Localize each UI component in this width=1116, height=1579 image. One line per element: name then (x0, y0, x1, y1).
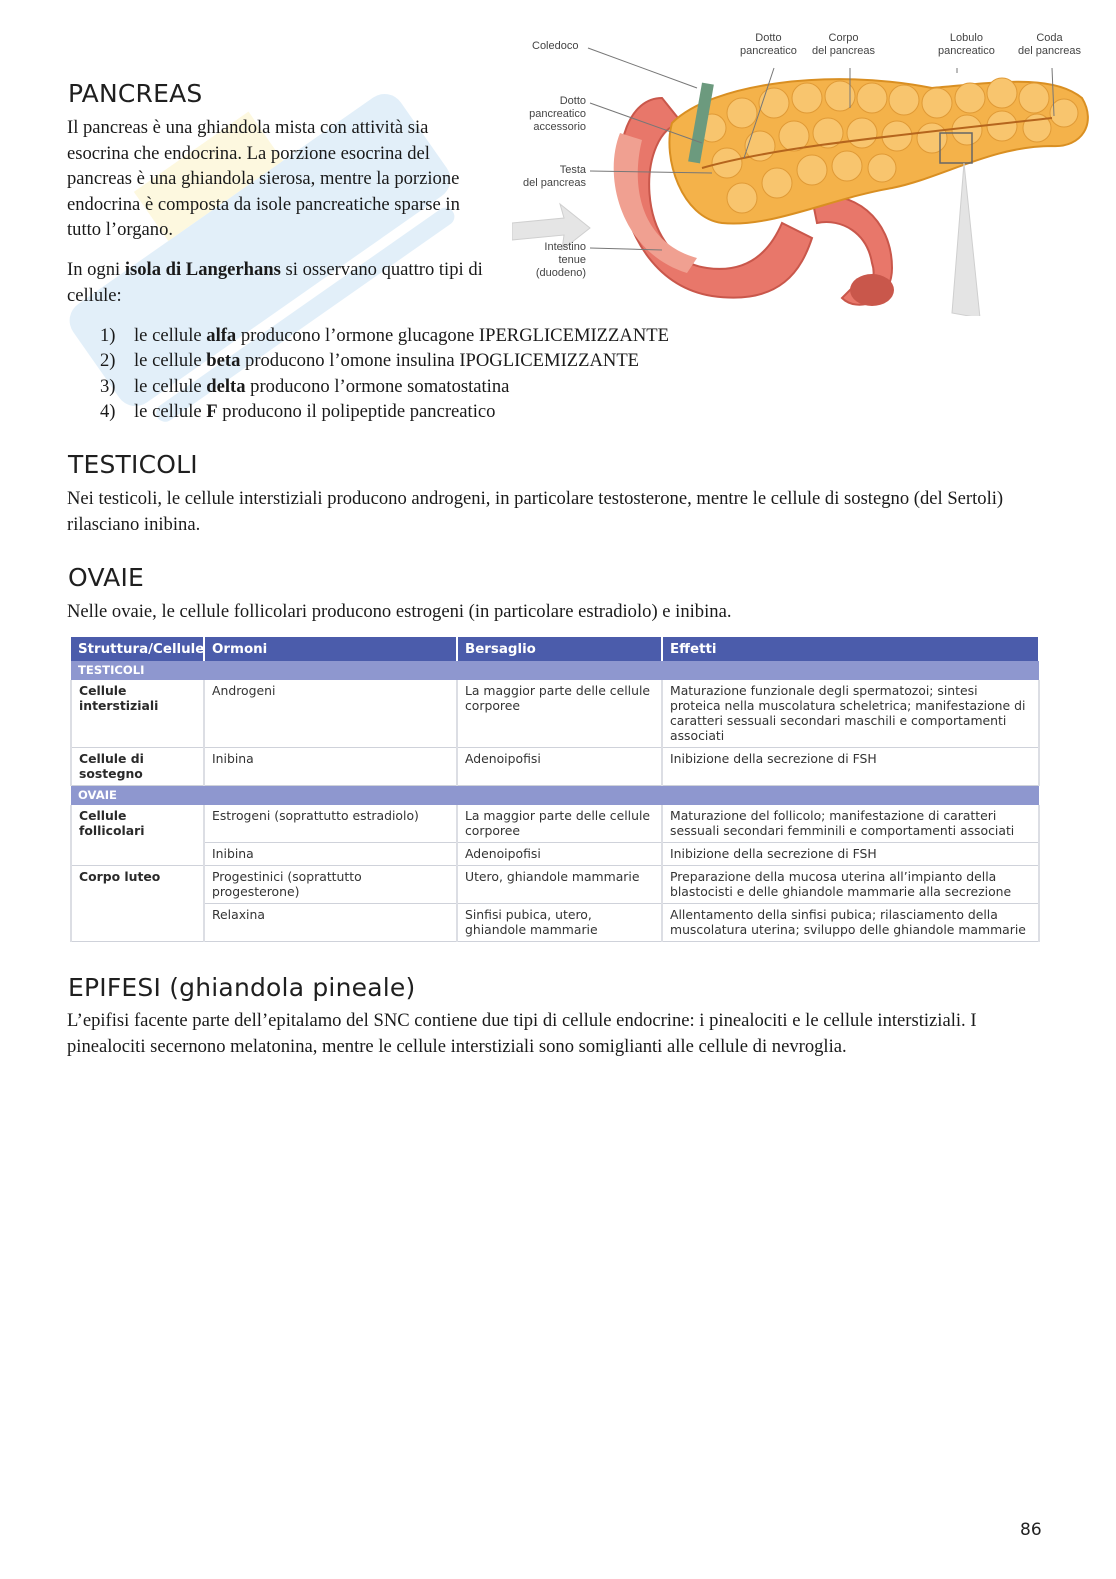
langerhans-term: isola di Langerhans (124, 259, 281, 280)
label-coledoco: Coledoco (532, 40, 579, 52)
label-lobulo-pancreatico: Lobulo pancreatico (938, 32, 995, 57)
pancreas-illustration (512, 28, 1092, 316)
label-testa-pancreas: Testa del pancreas (523, 164, 586, 189)
table-row: Corpo luteo Progestinici (soprattutto progesterone) Utero, ghiandole mammarie Preparazione della mucosa uterina all’impianto della blastocisti e delle ghiandole mammarie alla secrezione (71, 866, 1039, 904)
label-corpo-pancreas: Corpo del pancreas (812, 32, 875, 57)
pancreas-anatomy-figure (512, 28, 1092, 316)
islet-cell-list (100, 323, 669, 424)
testicoli-heading: TESTICOLI (68, 450, 198, 479)
table-row: Cellule interstiziali Androgeni La maggior parte delle cellule corporee Maturazione funzionale degli spermatozoi; sintesi proteica nella muscolatura scheletrica; manifestazione di caratteri sessuali secondari maschili e comportamenti associati (71, 680, 1039, 748)
column-header: Struttura/Cellule (71, 637, 204, 661)
column-header: Ormoni (204, 637, 457, 661)
epifisi-text: L’epifisi facente parte dell’epitalamo del SNC contiene due tipi di cellule endocrine: i pinealociti e le cellule interstiziali. I pinealociti secernono melatonina, mentre le cellule interstiziali sono somiglianti alle cellule di nevroglia. (67, 1010, 977, 1057)
gonad-hormone-table (70, 637, 1040, 942)
column-header: Bersaglio (457, 637, 662, 661)
label-coda-pancreas: Coda del pancreas (1018, 32, 1081, 57)
ovaie-heading: OVAIE (68, 563, 145, 592)
pancreas-intro: Il pancreas è una ghiandola mista con attività sia esocrina che endocrina. La porzione esocrina del pancreas è una ghiandola sierosa, mentre la porzione endocrina è composta da isole pancreatiche sparse in tutto l’organo. (67, 117, 460, 240)
table-row: Relaxina Sinfisi pubica, utero, ghiandole mammarie Allentamento della sinfisi pubica; rilasciamento della muscolatura uterina; sviluppo delle ghiandole mammarie (71, 904, 1039, 942)
langerhans-paragraph: In ogni isola di Langerhans si osservano quattro tipi di cellule: (67, 259, 483, 306)
table-row: Cellule follicolari Estrogeni (soprattutto estradiolo) La maggior parte delle cellule corporee Maturazione del follicolo; manifestazione di caratteri sessuali secondari femminili e comportamenti associati (71, 805, 1039, 843)
label-dotto-accessorio: Dotto pancreatico accessorio (529, 95, 586, 133)
label-intestino-tenue: Intestino tenue (duodeno) (535, 241, 586, 279)
table-section-row: OVAIE (71, 786, 1039, 806)
ovaie-text: Nelle ovaie, le cellule follicolari producono estrogeni (in particolare estradiolo) e inibina. (67, 601, 732, 622)
pancreas-heading: PANCREAS (68, 79, 203, 108)
column-header: Effetti (662, 637, 1039, 661)
table-row: Inibina Adenoipofisi Inibizione della secrezione di FSH (71, 843, 1039, 866)
testicoli-text: Nei testicoli, le cellule interstiziali producono androgeni, in particolare testosterone, mentre le cellule di sostegno (del Sertoli) rilasciano inibina. (67, 488, 1004, 535)
table-header-row (71, 637, 1039, 661)
list-item: 2) le cellule beta producono l’omone insulina IPOGLICEMIZZANTE (100, 350, 640, 372)
list-item: 1) le cellule alfa producono l’ormone glucagone IPERGLICEMIZZANTE (100, 325, 669, 346)
epifisi-heading: EPIFESI (ghiandola pineale) (68, 973, 416, 1002)
table-row: Cellule di sostegno Inibina Adenoipofisi Inibizione della secrezione di FSH (71, 748, 1039, 786)
list-item: 4) le cellule F producono il polipeptide pancreatico (100, 400, 496, 422)
list-item: 3) le cellule delta producono l’ormone somatostatina (100, 375, 510, 397)
page-number: 86 (1020, 1520, 1042, 1540)
table-section-row: TESTICOLI (71, 661, 1039, 680)
label-dotto-pancreatico: Dotto pancreatico (740, 32, 797, 57)
